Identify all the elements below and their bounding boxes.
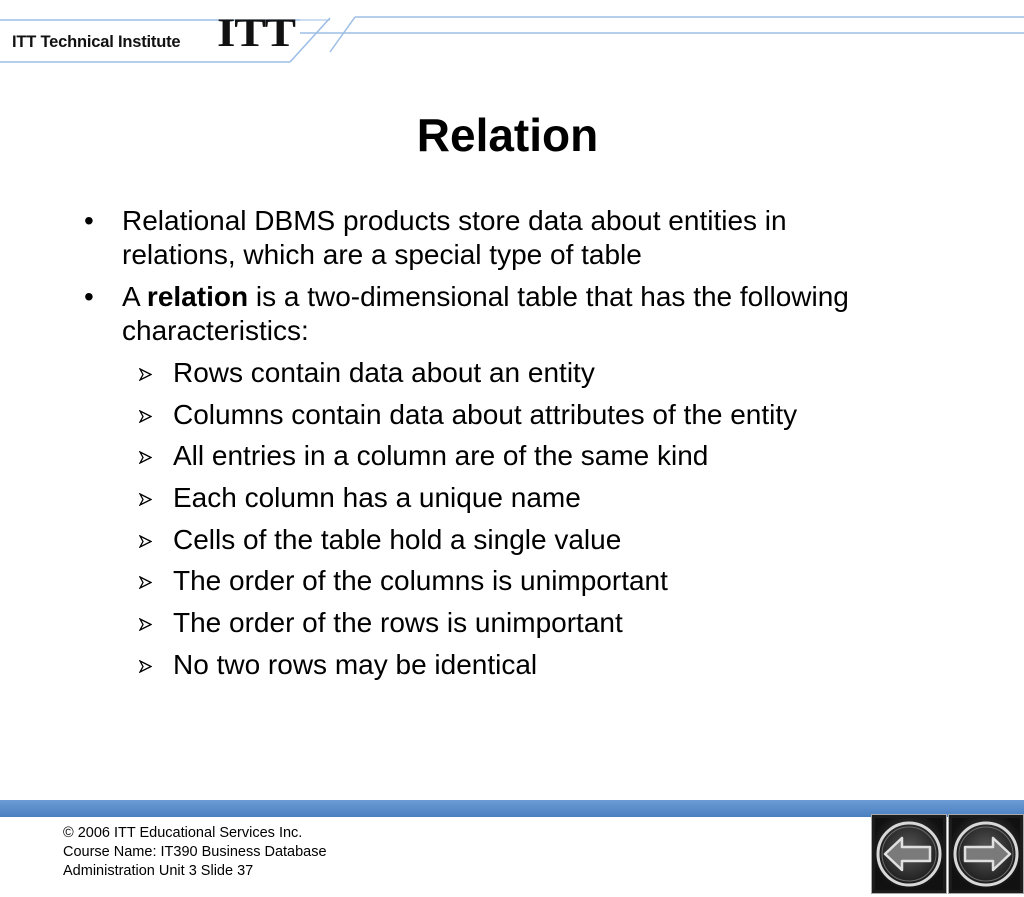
bullet-item — [0, 204, 892, 272]
sub-bullet-text: The order of the rows is unimportant — [173, 607, 623, 639]
sub-bullet-item — [0, 523, 1024, 557]
unit-slide-text: Administration Unit 3 Slide 37 — [63, 863, 254, 879]
arrowhead-bullet-icon — [139, 535, 152, 548]
sub-bullet-text: Cells of the table hold a single value — [173, 523, 622, 555]
bullet-text: A — [122, 281, 147, 312]
bullet-text: is a two-dimensional table that has the following characteristics: — [122, 281, 849, 346]
previous-slide-button[interactable] — [871, 814, 947, 894]
bullet-dot-icon: • — [84, 281, 94, 312]
sub-bullet-item — [0, 606, 1024, 640]
bullet-dot-icon: • — [84, 205, 94, 236]
arrow-right-icon — [948, 814, 1024, 894]
arrowhead-bullet-icon — [139, 660, 152, 673]
footer-text — [63, 824, 327, 881]
arrowhead-bullet-icon — [139, 618, 152, 631]
itt-logo: ITT — [217, 10, 295, 55]
sub-bullet-text: No two rows may be identical — [173, 648, 538, 680]
sub-bullet-text: Rows contain data about an entity — [173, 357, 595, 388]
sub-bullet-text: All entries in a column are of the same kind — [173, 440, 709, 472]
slide-title: Relation — [416, 109, 599, 161]
arrow-left-icon — [871, 814, 947, 894]
sub-bullet-item — [0, 648, 1024, 682]
next-slide-button[interactable] — [948, 814, 1024, 894]
arrowhead-bullet-icon — [139, 451, 152, 464]
sub-bullet-text: The order of the columns is unimportant — [173, 565, 668, 597]
copyright-text: © 2006 ITT Educational Services Inc. — [63, 825, 303, 841]
course-name-text: Course Name: IT390 Business Database — [63, 844, 327, 860]
bullet-text: Relational DBMS products store data about entities in relations, which are a special type of table — [122, 205, 787, 270]
sub-bullet-item — [0, 439, 1024, 473]
bullet-item — [0, 280, 892, 348]
arrowhead-bullet-icon — [139, 576, 152, 589]
arrowhead-bullet-icon — [139, 410, 152, 423]
arrowhead-bullet-icon — [139, 368, 152, 381]
sub-bullet-text: Columns contain data about attributes of the entity — [173, 398, 798, 430]
brand-text: ITT Technical Institute — [12, 33, 181, 51]
sub-bullet-item — [0, 564, 1024, 598]
arrowhead-bullet-icon — [139, 493, 152, 506]
sub-bullet-item — [0, 481, 1024, 515]
bullet-bold-text: relation — [146, 281, 249, 312]
bullet-list — [0, 204, 1024, 690]
sub-bullet-item — [0, 356, 1024, 390]
sub-bullet-text: Each column has a unique name — [173, 482, 581, 514]
sub-bullet-item — [0, 398, 1024, 432]
header-banner — [0, 0, 1024, 75]
